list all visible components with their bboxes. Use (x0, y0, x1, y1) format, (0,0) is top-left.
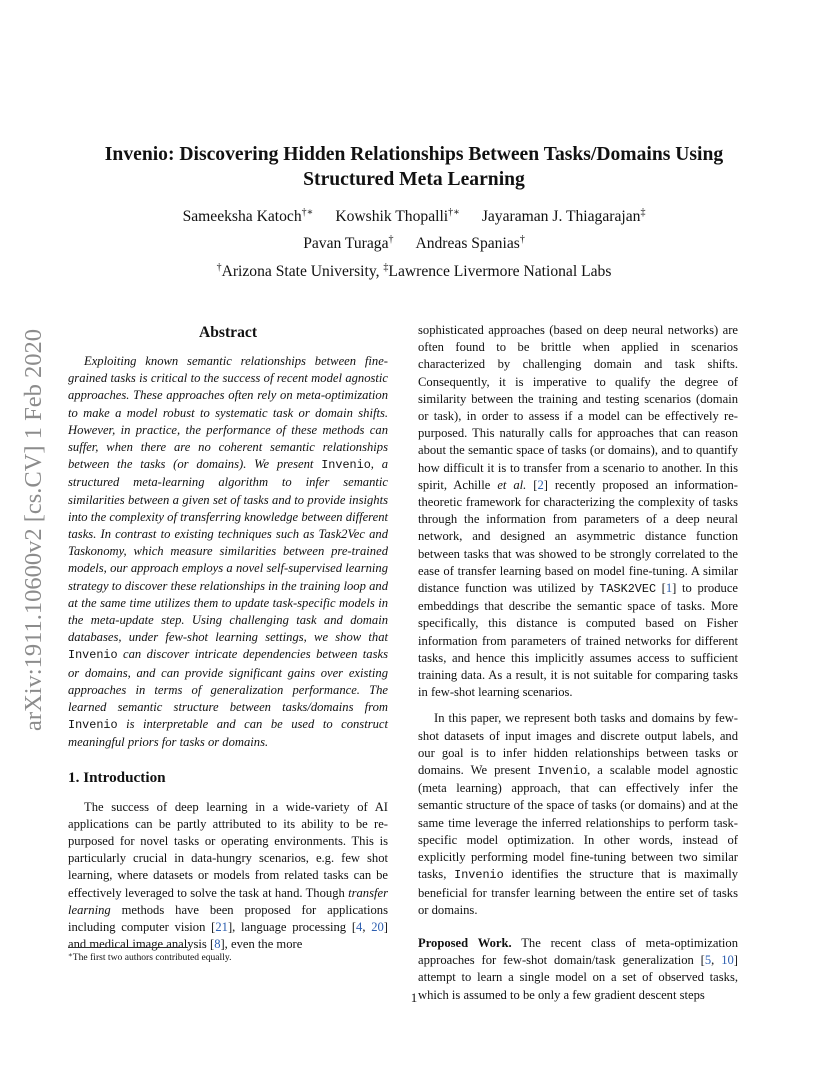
citation-link[interactable]: 10 (721, 953, 734, 968)
body-paragraph: Proposed Work. The recent class of meta-optimization approaches for few-shot domain/task generalization [5, 10] attempt to learn a single model on a set of observed tasks, which is assumed to be only a few gradient descent steps (418, 935, 738, 1002)
footnote-divider (68, 947, 188, 948)
author: Kowshik Thopalli†∗ (335, 207, 460, 225)
body-paragraph: sophisticated approaches (based on deep neural networks) are often found to be brittle when applied in scenarios characterized by challenging domain and task shifts. Consequently, it is imperative to qualify the degree of similarity between the training and testing scenarios (domain or task), in order to assess if a model can be effectively re-purposed. This naturally calls for approaches that can reason about the semantic space of tasks (or domains), and to quantify how difficult it is to transfer from a scenario to another. In this spirit, Achille et al. [2] recently proposed an information-theoretic framework for characterizing the complexity of tasks through the information from parameters of a deep neural network, and designed an asymmetric distance function between tasks that was showed to be strongly correlated to the ease of transfer learning based on model fine-tuning. A similar distance function was utilized by TASK2VEC [1] to produce embeddings that describe the semantic space of tasks. More specifically, this distance is computed based on Fisher information from parameters of trained networks for different tasks, and hence this implicitly assumes access to sufficient training data. As a result, it is not suitable for comparing tasks in few-shot learning scenarios. (418, 323, 739, 700)
citation-link[interactable]: 1 (665, 581, 673, 596)
affiliations: †Arizona State University, ‡Lawrence Livermore National Labs (216, 262, 612, 280)
right-column (418, 322, 738, 1004)
author: Pavan Turaga† (303, 234, 394, 252)
citation-link[interactable]: 20 (371, 920, 384, 935)
left-column (68, 322, 388, 954)
author: Sameeksha Katoch†∗ (182, 207, 314, 225)
citation-link[interactable]: 21 (215, 920, 228, 935)
page-number: 1 (410, 990, 418, 1005)
author-row-2 (60, 234, 768, 254)
footnote: ∗The first two authors contributed equally. (68, 951, 232, 963)
arxiv-identifier-stamp: arXiv:1911.10600v2 [cs.CV] 1 Feb 2020 (20, 329, 47, 731)
section-heading-introduction: 1. Introduction (68, 768, 166, 786)
intro-paragraph: The success of deep learning in a wide-variety of AI applications can be partly attributed to its ability to be re-purposed for novel tasks or operating environments. This is particularly crucial in data-hungry scenarios, e.g. few shot learning, where datasets or models from related tasks can be effectively leveraged to solve the task at hand. Though transfer learning methods have been proposed for applications including computer vision [21], language processing [4, 20] and medical image analysis [8], even the more (68, 799, 388, 952)
abstract-heading: Abstract (198, 324, 258, 341)
citation-link[interactable]: 5 (704, 953, 712, 968)
abstract-body: Exploiting known semantic relationships between fine-grained tasks is critical to the success of recent model agnostic approaches. These approaches often rely on meta-optimization to make a model robust to systematic task or domain shifts. However, in practice, the performance of these methods can suffer, when there are no coherent semantic relationships between the tasks (or domains). We present Invenio, a structured meta-learning algorithm to infer semantic similarities between a given set of tasks and to provide insights into the complexity of transferring knowledge between different tasks. In contrast to existing techniques such as Task2Vec and Taskonomy, which measure similarities between pre-trained models, our approach employs a novel self-supervised learning strategy to discover these relationships in the training loop and at the same time utilizes them to update task-specific models in the meta-update step. Using challenging task and domain databases, under few-shot learning settings, we show that Invenio can discover intricate dependencies between tasks or domains, and can provide significant gains over existing approaches in terms of generalization performance. The learned semantic structure between tasks/domains from Invenio is interpretable and can be used to construct meaningful priors for tasks or domains. (68, 354, 389, 750)
body-paragraph: In this paper, we represent both tasks and domains by few-shot datasets of input images and discrete output labels, and our goal is to infer hidden relationships between tasks or domains. We present Invenio, a scalable model agnostic (meta learning) approach, that can effectively infer the semantic structure of the space of tasks (or domains) and at the same time leverage the inferred relationships to perform task-specific model optimization. In other words, instead of explicitly performing model fine-tuning between two similar tasks, Invenio identifies the structure that is maximally beneficial for transfer learning between the entire set of tasks or domains. (418, 711, 738, 917)
author-row-1 (60, 207, 768, 227)
paper-title (60, 142, 768, 192)
paragraph-heading-proposed-work: Proposed Work. (418, 935, 512, 950)
citation-link[interactable]: 2 (537, 477, 544, 492)
citation-link[interactable]: 4 (356, 920, 363, 935)
citation-link[interactable]: 8 (214, 937, 221, 952)
author: Jayaraman J. Thiagarajan‡ (481, 207, 646, 225)
title-line-2: Structured Meta Learning (303, 169, 525, 190)
title-line-1: Invenio: Discovering Hidden Relationships Between Tasks/Domains Using (104, 144, 724, 165)
author: Andreas Spanias† (415, 234, 525, 252)
